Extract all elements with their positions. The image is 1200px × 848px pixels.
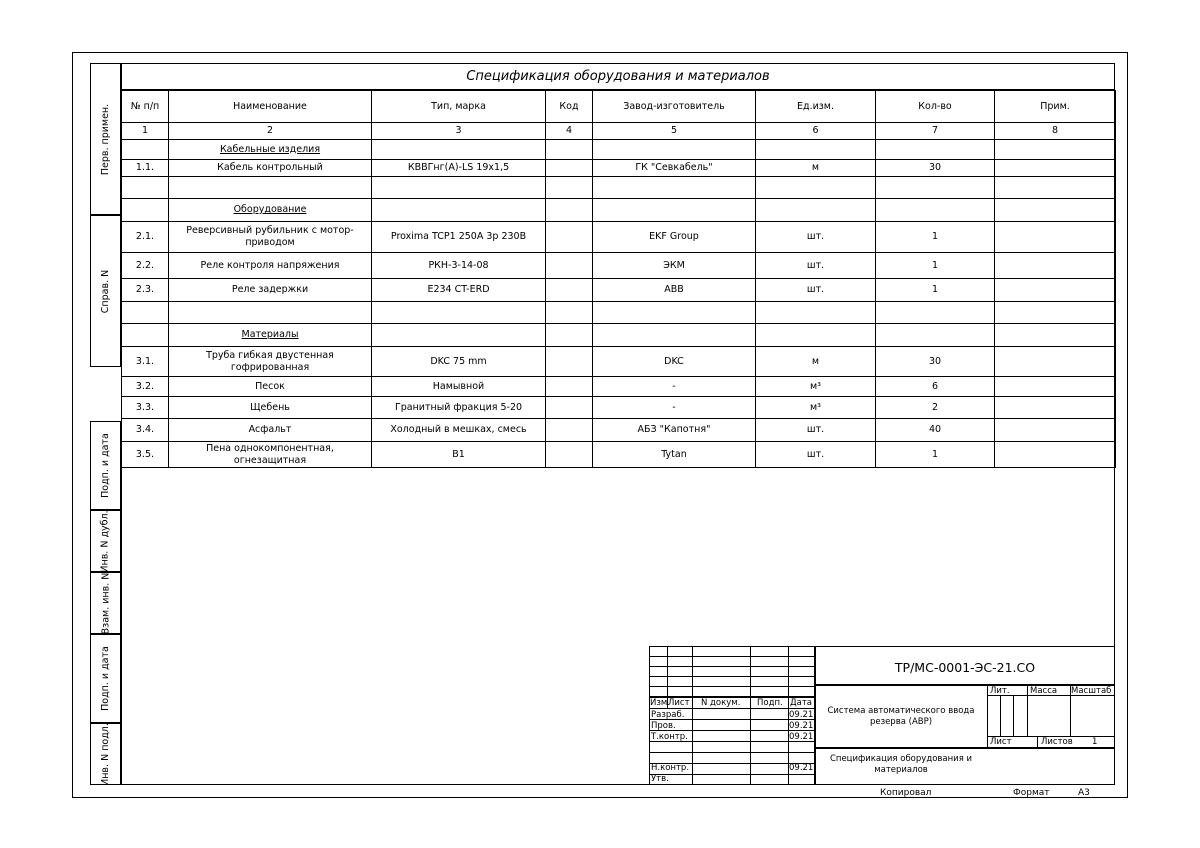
empty-cell — [876, 302, 995, 324]
cell-code — [546, 397, 593, 419]
cell-name: Щебень — [169, 397, 372, 419]
empty-cell — [122, 140, 169, 160]
col-header: Наименование — [169, 91, 372, 123]
sheet-name: Спецификация оборудования и материалов — [829, 754, 973, 775]
table-row — [122, 419, 1116, 442]
side-stamp — [90, 63, 121, 785]
cell-code — [546, 160, 593, 177]
cell-unit: м — [756, 160, 876, 177]
empty-cell — [546, 140, 593, 160]
empty-cell — [122, 302, 169, 324]
stamp-prov: Пров. — [651, 721, 676, 731]
empty-cell — [995, 177, 1116, 199]
empty-cell — [593, 177, 756, 199]
cell-maker: DKC — [593, 347, 756, 377]
format-value: А3 — [1078, 788, 1090, 798]
empty-cell — [546, 177, 593, 199]
cell-unit: м³ — [756, 377, 876, 397]
stamp-list-label: Лист — [990, 737, 1012, 747]
cell-num: 3.4. — [122, 419, 169, 442]
col-header: Завод-изготовитель — [593, 91, 756, 123]
cell-type: Гранитный фракция 5-20 — [372, 397, 546, 419]
sheet-title: Спецификация оборудования и материалов — [121, 63, 1115, 90]
header-row — [122, 91, 1116, 123]
stamp-listov-value: 1 — [1092, 737, 1098, 747]
empty-cell — [995, 302, 1116, 324]
cell-note — [995, 442, 1116, 468]
empty-cell — [995, 324, 1116, 347]
section-title — [169, 140, 372, 160]
cell-num: 3.2. — [122, 377, 169, 397]
col-header: Прим. — [995, 91, 1116, 123]
cell-qty: 1 — [876, 222, 995, 253]
cell-type: Холодный в мешках, смесь — [372, 419, 546, 442]
empty-cell — [756, 140, 876, 160]
cell-note — [995, 253, 1116, 279]
empty-cell — [372, 199, 546, 222]
stamp-date-nkontr: 09.21 — [789, 763, 814, 773]
cell-qty: 40 — [876, 419, 995, 442]
empty-cell — [876, 199, 995, 222]
section-row — [122, 199, 1116, 222]
table-row — [122, 397, 1116, 419]
cell-note — [995, 222, 1116, 253]
col-header: Тип, марка — [372, 91, 546, 123]
cell-note — [995, 397, 1116, 419]
table-row — [122, 442, 1116, 468]
section-title — [169, 324, 372, 347]
cell-num: 3.5. — [122, 442, 169, 468]
cell-name: Песок — [169, 377, 372, 397]
title-block — [649, 646, 1115, 785]
cell-type: DKC 75 mm — [372, 347, 546, 377]
empty-cell — [756, 302, 876, 324]
empty-cell — [546, 302, 593, 324]
cell-type: РКН-3-14-08 — [372, 253, 546, 279]
stamp-ndokum-header: N докум. — [701, 698, 741, 708]
stamp-massa: Масса — [1030, 686, 1058, 696]
empty-cell — [756, 324, 876, 347]
section-title-text: Кабельные изделия — [219, 143, 321, 155]
cell-qty: 6 — [876, 377, 995, 397]
cell-code — [546, 279, 593, 302]
col-header: Ед.изм. — [756, 91, 876, 123]
col-number: 7 — [876, 123, 995, 140]
cell-code — [546, 347, 593, 377]
cell-maker: АБЗ "Капотня" — [593, 419, 756, 442]
cell-note — [995, 377, 1116, 397]
cell-unit: шт. — [756, 279, 876, 302]
cell-note — [995, 279, 1116, 302]
empty-cell — [546, 324, 593, 347]
stamp-razrab: Разраб. — [651, 710, 685, 720]
blank-row — [122, 302, 1116, 324]
col-number: 4 — [546, 123, 593, 140]
empty-cell — [593, 140, 756, 160]
table-row — [122, 222, 1116, 253]
cell-unit: м³ — [756, 397, 876, 419]
cell-name: Асфальт — [169, 419, 372, 442]
cell-num: 2.3. — [122, 279, 169, 302]
empty-cell — [593, 199, 756, 222]
cell-qty: 1 — [876, 442, 995, 468]
cell-num: 2.2. — [122, 253, 169, 279]
col-header: Кол-во — [876, 91, 995, 123]
empty-cell — [122, 324, 169, 347]
cell-maker: EKF Group — [593, 222, 756, 253]
table-row — [122, 160, 1116, 177]
empty-cell — [372, 177, 546, 199]
cell-unit: шт. — [756, 253, 876, 279]
col-number: 3 — [372, 123, 546, 140]
empty-cell — [122, 177, 169, 199]
system-name: Система автоматического ввода резерва (АВР) — [827, 706, 975, 727]
side-podp-data-2: Подп. и дата — [90, 634, 121, 723]
cell-code — [546, 253, 593, 279]
stamp-date-tkontr: 09.21 — [789, 732, 814, 742]
section-title-text: Материалы — [241, 329, 299, 340]
cell-type: E234 CT-ERD — [372, 279, 546, 302]
cell-maker: Tytan — [593, 442, 756, 468]
section-row — [122, 140, 1116, 160]
empty-cell — [546, 199, 593, 222]
table-row — [122, 347, 1116, 377]
col-number: 8 — [995, 123, 1116, 140]
stamp-date-razrab: 09.21 — [789, 710, 814, 720]
empty-cell — [876, 177, 995, 199]
stamp-podp-header: Подп. — [757, 698, 783, 708]
col-number: 6 — [756, 123, 876, 140]
col-number: 1 — [122, 123, 169, 140]
cell-name: Кабель контрольный — [169, 160, 372, 177]
cell-qty: 1 — [876, 279, 995, 302]
cell-qty: 1 — [876, 253, 995, 279]
side-inv-podl: Инв. N подл. — [90, 723, 121, 785]
cell-code — [546, 222, 593, 253]
cell-num: 2.1. — [122, 222, 169, 253]
table-row — [122, 253, 1116, 279]
stamp-listov-label: Листов — [1041, 737, 1073, 747]
cell-type: Намывной — [372, 377, 546, 397]
cell-type: B1 — [372, 442, 546, 468]
cell-code — [546, 377, 593, 397]
doc-code: ТР/МС-0001-ЭС-21.СО — [894, 660, 1036, 675]
empty-cell — [169, 177, 372, 199]
empty-cell — [756, 199, 876, 222]
empty-cell — [372, 324, 546, 347]
empty-cell — [372, 140, 546, 160]
side-perv-primen: Перв. примен. — [90, 63, 121, 215]
empty-cell — [593, 302, 756, 324]
stamp-tkontr: Т.контр. — [651, 732, 688, 742]
stamp-nkontr: Н.контр. — [651, 763, 690, 773]
cell-num: 1.1. — [122, 160, 169, 177]
column-number-row — [122, 123, 1116, 140]
empty-cell — [876, 140, 995, 160]
cell-name: Реле контроля напряжения — [169, 253, 372, 279]
cell-unit: шт. — [756, 222, 876, 253]
stamp-masshtab: Масштаб — [1071, 686, 1112, 696]
cell-num: 3.3. — [122, 397, 169, 419]
cell-name: Пена однокомпонентная, огнезащитная — [169, 442, 372, 468]
cell-maker: - — [593, 397, 756, 419]
table-row — [122, 279, 1116, 302]
cell-note — [995, 160, 1116, 177]
cell-maker: ГК "Севкабель" — [593, 160, 756, 177]
stamp-utv: Утв. — [651, 774, 669, 784]
col-number: 5 — [593, 123, 756, 140]
cell-maker: ABB — [593, 279, 756, 302]
cell-qty: 30 — [876, 347, 995, 377]
cell-unit: м — [756, 347, 876, 377]
side-vzam-inv: Взам. инв. N — [90, 572, 121, 634]
spec-table — [121, 90, 1116, 468]
stamp-data-header: Дата — [790, 698, 813, 708]
side-inv-dubl: Инв. N дубл. — [90, 510, 121, 572]
cell-note — [995, 419, 1116, 442]
cell-qty: 2 — [876, 397, 995, 419]
col-number: 2 — [169, 123, 372, 140]
empty-cell — [876, 324, 995, 347]
empty-cell — [995, 140, 1116, 160]
cell-qty: 30 — [876, 160, 995, 177]
empty-cell — [995, 199, 1116, 222]
cell-unit: шт. — [756, 442, 876, 468]
col-header: Код — [546, 91, 593, 123]
cell-code — [546, 419, 593, 442]
kopiroval-label: Копировал — [880, 788, 932, 798]
empty-cell — [169, 302, 372, 324]
cell-maker: - — [593, 377, 756, 397]
cell-name: Труба гибкая двустенная гофрированная — [169, 347, 372, 377]
cell-code — [546, 442, 593, 468]
cell-type: КВВГнг(А)-LS 19х1,5 — [372, 160, 546, 177]
section-row — [122, 324, 1116, 347]
stamp-list-header: Лист — [668, 698, 690, 708]
empty-cell — [122, 199, 169, 222]
table-row — [122, 377, 1116, 397]
cell-note — [995, 347, 1116, 377]
format-label: Формат — [1013, 788, 1050, 798]
cell-name: Реле задержки — [169, 279, 372, 302]
empty-cell — [372, 302, 546, 324]
blank-row — [122, 177, 1116, 199]
side-sprav-n: Справ. N — [90, 215, 121, 367]
cell-type: Proxima TCP1 250A 3p 230В — [372, 222, 546, 253]
side-podp-data-1: Подп. и дата — [90, 421, 121, 510]
stamp-lit: Лит. — [990, 686, 1010, 696]
stamp-izm-header: Изм. — [650, 698, 670, 708]
section-title-text: Оборудование — [233, 204, 307, 215]
cell-name: Реверсивный рубильник с мотор-приводом — [169, 222, 372, 253]
col-header: № п/п — [122, 91, 169, 123]
cell-unit: шт. — [756, 419, 876, 442]
cell-num: 3.1. — [122, 347, 169, 377]
stamp-date-prov: 09.21 — [789, 721, 814, 731]
section-title — [169, 199, 372, 222]
cell-maker: ЭКМ — [593, 253, 756, 279]
empty-cell — [593, 324, 756, 347]
empty-cell — [756, 177, 876, 199]
